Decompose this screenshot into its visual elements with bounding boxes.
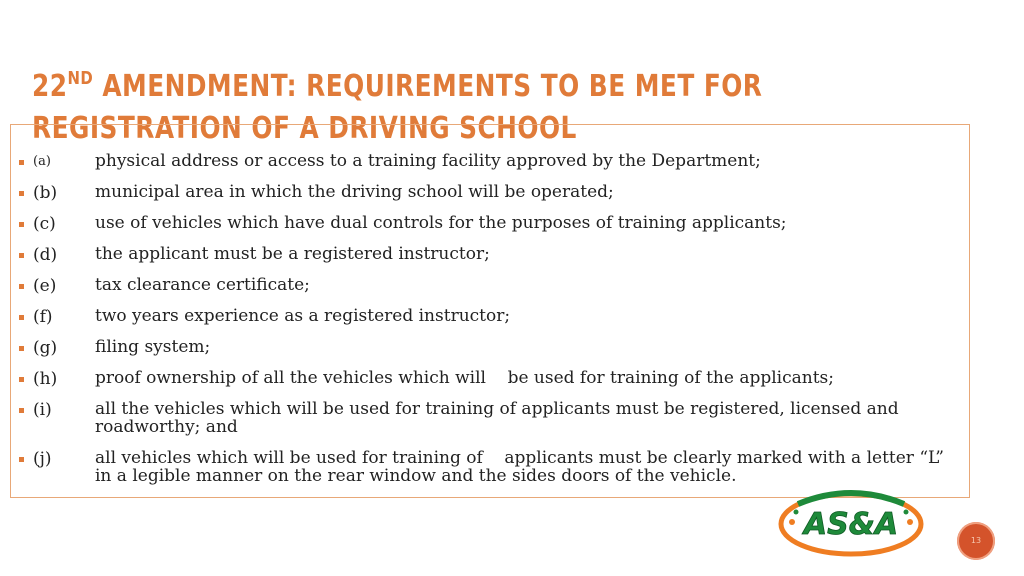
bullet-icon	[19, 191, 24, 196]
bullet-icon	[19, 408, 24, 413]
requirement-letter: (b)	[33, 183, 58, 203]
bullet-icon	[19, 346, 24, 351]
page-number: 13	[970, 536, 982, 545]
requirement-text: all the vehicles which will be used for training of applicants must be registered, licensed and roadworthy; and	[95, 399, 899, 437]
bullet-icon	[19, 284, 24, 289]
logo-dot	[904, 510, 909, 515]
asa-logo	[776, 484, 926, 558]
bullet-icon	[19, 253, 24, 258]
bullet-icon	[19, 377, 24, 382]
requirement-text: all vehicles which will be used for training of applicants must be clearly marked with a letter “L” in a legible manner on the rear window and the sides doors of the vehicle.	[95, 448, 950, 486]
title-superscript: ND	[67, 68, 94, 89]
requirement-letter: (h)	[33, 369, 58, 389]
requirement-text: proof ownership of all the vehicles which will be used for training of the applicants;	[95, 368, 834, 388]
logo-green-arc	[798, 493, 904, 504]
requirement-letter: (j)	[33, 449, 52, 469]
requirement-letter: (g)	[33, 338, 58, 358]
title-text: AMENDMENT: REQUIREMENTS TO BE MET FOR REGISTRATION OF A DRIVING SCHOOL	[32, 69, 763, 146]
logo-dot	[789, 519, 795, 525]
requirement-text: tax clearance certificate;	[95, 275, 310, 295]
requirement-letter: (i)	[33, 400, 52, 420]
bullet-icon	[19, 315, 24, 320]
requirement-letter: (d)	[33, 245, 58, 265]
requirement-letter: (f)	[33, 307, 53, 327]
requirement-text: use of vehicles which have dual controls for the purposes of training applicants;	[95, 213, 787, 233]
requirement-text: two years experience as a registered instructor;	[95, 306, 511, 326]
requirement-text: filing system;	[95, 337, 211, 357]
bullet-icon	[19, 160, 24, 165]
page-number-badge	[957, 522, 995, 560]
requirement-text: the applicant must be a registered instructor;	[95, 244, 490, 264]
requirements-box	[10, 124, 970, 498]
title-number: 22	[32, 69, 68, 104]
requirement-letter: (c)	[33, 214, 56, 234]
requirement-letter: (e)	[33, 276, 57, 296]
bullet-icon	[19, 222, 24, 227]
logo-dot	[907, 519, 913, 525]
bullet-icon	[19, 457, 24, 462]
logo-text: AS&A	[803, 507, 899, 542]
requirement-letter: (a)	[33, 154, 51, 169]
requirement-text: municipal area in which the driving school will be operated;	[95, 182, 614, 202]
logo-dot	[794, 510, 799, 515]
requirement-text: physical address or access to a training facility approved by the Department;	[95, 151, 761, 171]
